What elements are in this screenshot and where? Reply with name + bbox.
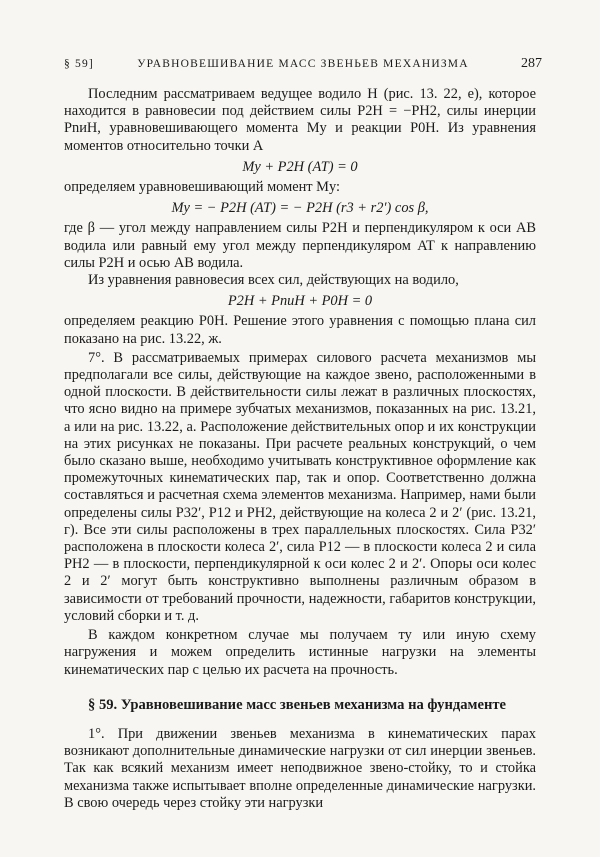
paragraph-6: 7°. В рассматриваемых примерах силового расчета механизмов мы предполагали все силы, действующие на каждое звено, расположенными в одной плоскости. В действительности силы лежат в различных плоскостях, что ясно видно на примере зубчатых механизмов, показанных на рис. 13.21, а или на рис. 13.22, а. Расположение действительных опор и их конструкции на этих рисунках не показаны. При расчете реальных конструкций, о чем было сказано выше, необходимо учитывать конструктивное оформление как промежуточных кинематических пар, так и опор. Соответственно должна составляться и расчетная схема элементов механизма. Например, нами были определены силы P32′, P12 и PH2, действующие на колеса 2 и 2′ (рис. 13.21, г). Все эти силы расположены в трех параллельных плоскостях. Сила P32′ расположена в плоскости колеса 2′, сила P12 — в плоскости колеса 2 и сила PH2 — в плоскости, перпендикулярной к оси колес 2 и 2′. Опоры оси колес 2 и 2′ могут быть конструктивно выполнены различным образом в зависимости от требований прочности, надежности, габаритов конструкции, условий сборки и т. д. xyxy=(64,349,536,624)
page-number: 287 xyxy=(521,56,542,71)
running-header xyxy=(64,56,542,74)
paragraph-3: где β — угол между направлением силы P2H и перпендикуляром к оси AB водила или равный ему угол между перпендикуляром AT к направлению силы P2H и осью AB водила. xyxy=(64,220,536,271)
header-section-ref: § 59] xyxy=(64,58,94,70)
paragraph-4: Из уравнения равновесия всех сил, действующих на водило, xyxy=(88,272,459,289)
equation-forces: P2H + PnиH + P0H = 0 xyxy=(227,293,373,310)
paragraph-8: 1°. При движении звеньев механизма в кинематических парах возникают дополнительные динамические нагрузки от сил инерции звеньев. Так как всякий механизм имеет неподвижное звено-стойку, то и стойка механизма также испытывает вполне определенные динамические нагрузки. В свою очередь через стойку эти нагрузки xyxy=(64,725,536,811)
paragraph-7: В каждом конкретном случае мы получаем ту или иную схему нагружения и можем определить истинные нагрузки на элементы кинематических пар с целью их расчета на прочность. xyxy=(64,627,536,678)
paragraph-1: Последним рассматриваем ведущее водило H (рис. 13. 22, е), которое находится в равновесии под действием силы P2H = −PH2, силы инерции PnиH, уравновешивающего момента Mу и реакции P0H. Из уравнения моментов относительно точки A xyxy=(64,86,536,154)
section-heading: § 59. Уравновешивание масс звеньев механизма на фундаменте xyxy=(88,696,507,713)
equation-balancing-moment: Mу = − P2H (AT) = − P2H (r3 + r2′) cos β, xyxy=(171,200,429,217)
equation-moments: Mу + P2H (AT) = 0 xyxy=(242,158,358,175)
paragraph-5: определяем реакцию P0H. Решение этого уравнения с помощью плана сил показано на рис. 13.22, ж. xyxy=(64,313,536,347)
page-body xyxy=(64,86,536,812)
paragraph-2: определяем уравновешивающий момент Mу: xyxy=(64,179,340,196)
header-title: УРАВНОВЕШИВАНИЕ МАСС ЗВЕНЬЕВ МЕХАНИЗМА xyxy=(137,58,469,70)
